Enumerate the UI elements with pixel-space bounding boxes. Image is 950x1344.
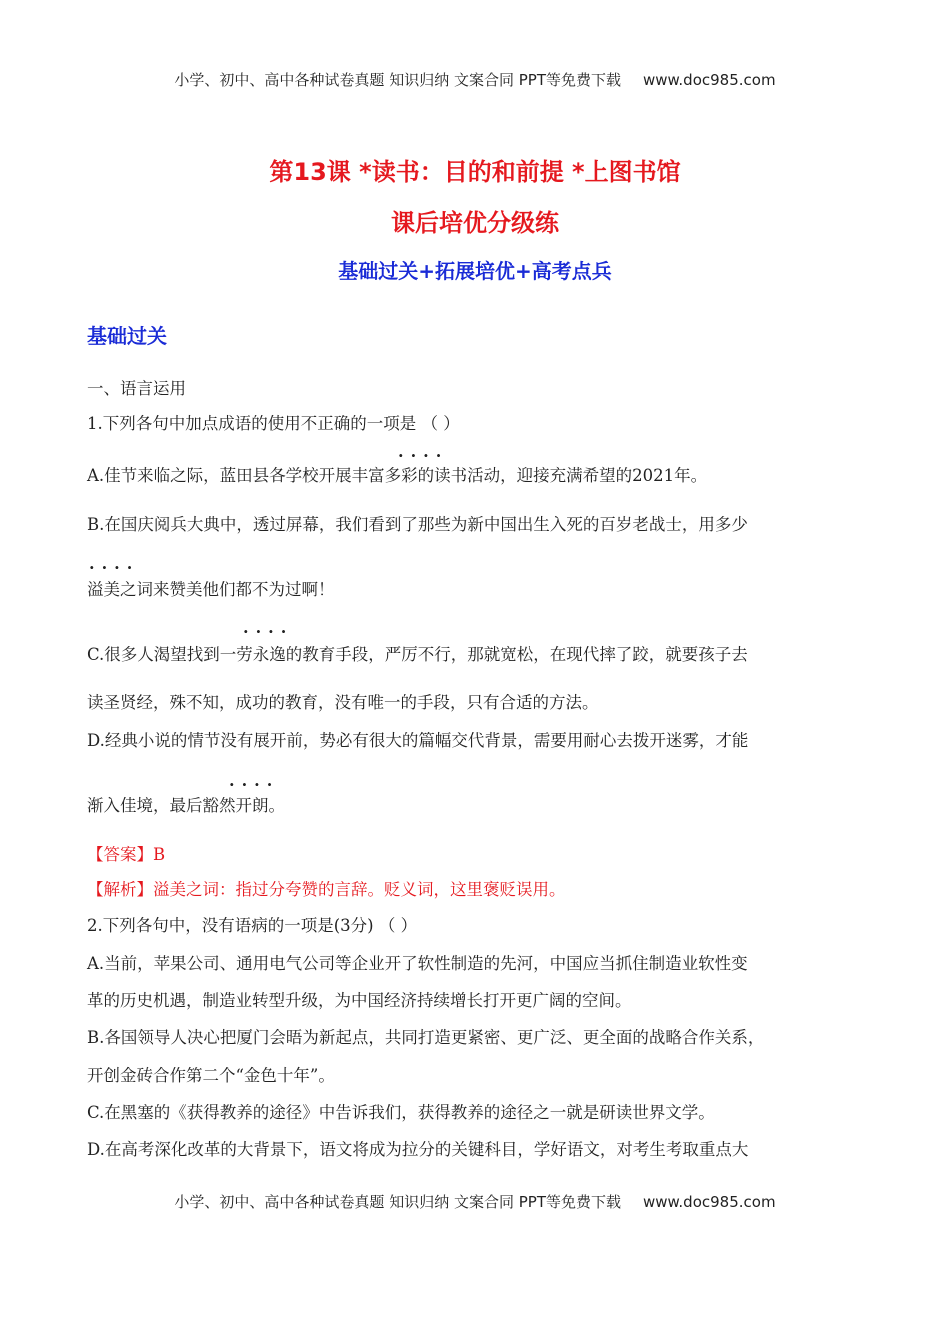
q1-option-a: A.佳节来临之际，蓝田县各学校开展丰富多彩的读书活动，迎接充满希望的2021年。 bbox=[87, 466, 708, 485]
footer-url[interactable]: www.doc985.com bbox=[642, 1193, 776, 1211]
header-url[interactable]: www.doc985.com bbox=[642, 71, 776, 89]
analysis-text: 溢美之词：指过分夸赞的言辞。贬义词，这里褒贬误用。 bbox=[153, 880, 566, 899]
q1-option-d-line1: D.经典小说的情节没有展开前，势必有很大的篇幅交代背景，需要用耐心去拨开迷雾，才能 bbox=[87, 731, 749, 750]
q1-option-c-line2: 读圣贤经，殊不知，成功的教育，没有唯一的手段，只有合适的方法。 bbox=[87, 693, 599, 712]
header-text: 小学、初中、高中各种试卷真题 知识归纳 文案合同 PPT等免费下载 bbox=[174, 71, 621, 89]
emphasis-dots-a: ···· bbox=[398, 446, 449, 465]
q2-option-a-line1: A.当前，苹果公司、通用电气公司等企业开了软性制造的先河，中国应当抓住制造业软性变 bbox=[87, 954, 748, 973]
answer-label: 【答案】 bbox=[87, 845, 153, 864]
part-one-heading: 一、语言运用 bbox=[87, 379, 186, 398]
lesson-title: 第13课 *读书：目的和前提 *上图书馆 bbox=[269, 158, 681, 186]
page-footer bbox=[0, 1191, 950, 1212]
q2-option-c: C.在黑塞的《获得教养的途径》中告诉我们，获得教养的途径之一就是研读世界文学。 bbox=[87, 1103, 715, 1122]
q2-option-b-line2: 开创金砖合作第二个“金色十年”。 bbox=[87, 1066, 335, 1085]
q1-answer bbox=[87, 841, 165, 865]
q1-analysis bbox=[87, 876, 566, 900]
q1-option-b-line2: 溢美之词来赞美他们都不为过啊！ bbox=[87, 580, 335, 599]
page-header bbox=[0, 69, 950, 90]
q2-stem: 2.下列各句中，没有语病的一项是(3分) （ ） bbox=[87, 916, 418, 935]
q2-option-b-line1: B.各国领导人决心把厦门会晤为新起点，共同打造更紧密、更广泛、更全面的战略合作关系， bbox=[87, 1028, 765, 1047]
footer-text: 小学、初中、高中各种试卷真题 知识归纳 文案合同 PPT等免费下载 bbox=[174, 1193, 621, 1211]
answer-value: B bbox=[153, 845, 166, 864]
subtitle: 基础过关+拓展培优+高考点兵 bbox=[338, 259, 612, 283]
analysis-label: 【解析】 bbox=[87, 880, 153, 899]
section-heading: 基础过关 bbox=[87, 324, 167, 348]
q1-option-c-line1: C.很多人渴望找到一劳永逸的教育手段，严厉不行，那就宽松，在现代摔了跤，就要孩子去 bbox=[87, 645, 748, 664]
q2-option-a-line2: 革的历史机遇，制造业转型升级，为中国经济持续增长打开更广阔的空间。 bbox=[87, 991, 632, 1010]
practice-title: 课后培优分级练 bbox=[391, 209, 559, 237]
emphasis-dots-b: ···· bbox=[89, 558, 140, 577]
emphasis-dots-c: ···· bbox=[243, 622, 294, 641]
q1-stem: 1.下列各句中加点成语的使用不正确的一项是 （ ） bbox=[87, 414, 460, 433]
q1-option-d-line2: 渐入佳境，最后豁然开朗。 bbox=[87, 796, 285, 815]
q1-option-b-line1: B.在国庆阅兵大典中，透过屏幕，我们看到了那些为新中国出生入死的百岁老战士，用多少 bbox=[87, 515, 748, 534]
q2-option-d-line1: D.在高考深化改革的大背景下，语文将成为拉分的关键科目，学好语文，对考生考取重点大 bbox=[87, 1140, 749, 1159]
emphasis-dots-d: ···· bbox=[229, 775, 280, 794]
